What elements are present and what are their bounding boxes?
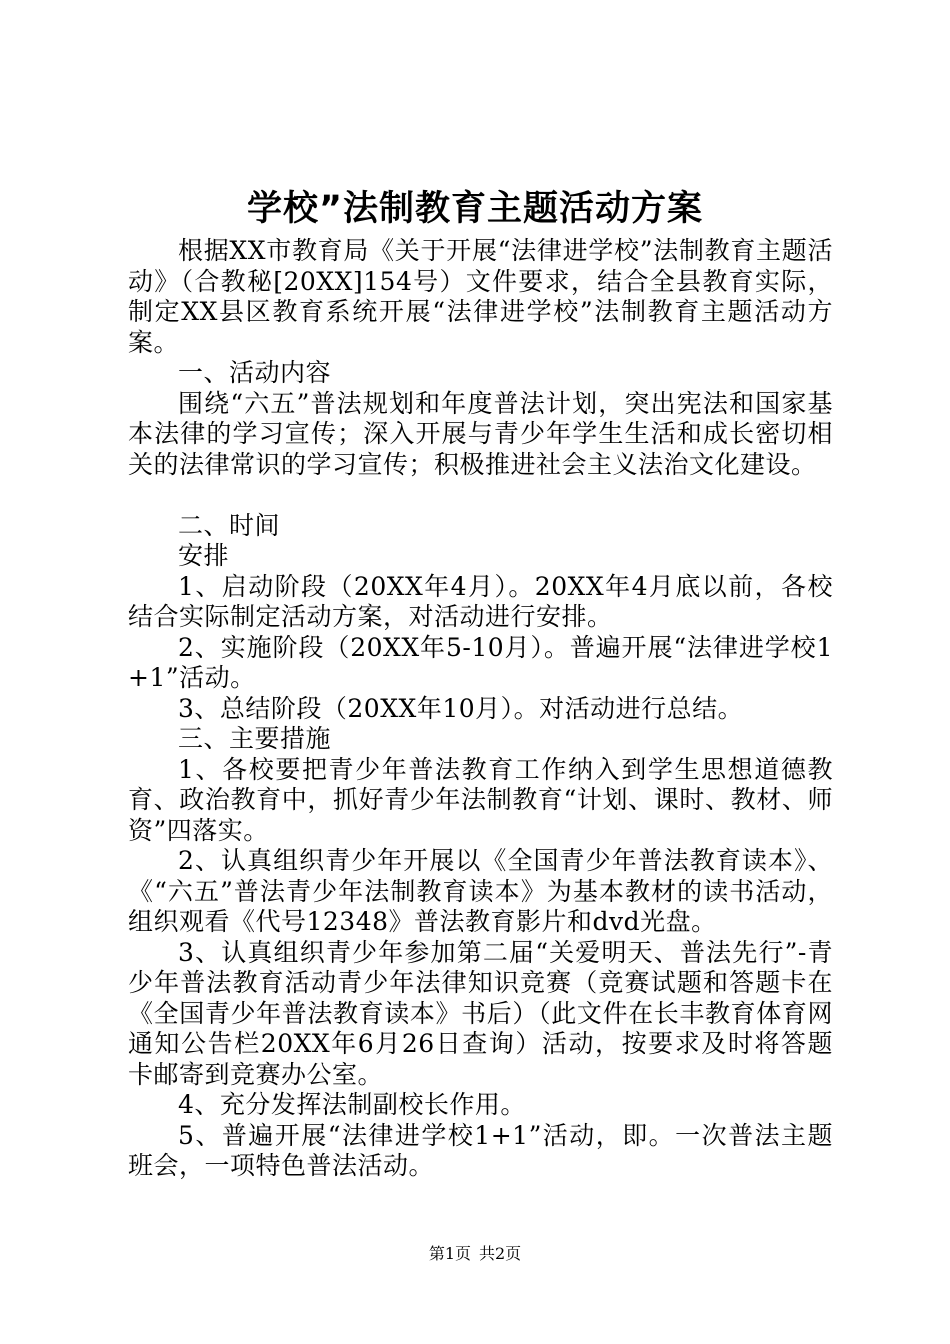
document-body — [128, 236, 833, 1182]
paragraph-activity-content: 围绕“六五”普法规划和年度普法计划，突出宪法和国家基本法律的学习宣传；深入开展与青少年学生生活和成长密切相关的法律常识的学习宣传；积极推进社会主义法治文化建设。 — [128, 388, 833, 479]
paragraph-measure-3: 3、认真组织青少年参加第二届“关爱明天、普法先行”-青少年普法教育活动青少年法律知识竞赛（竞赛试题和答题卡在《全国青少年普法教育读本》书后）（此文件在长丰教育体育网通知公告栏20XX年6月26日查询）活动，按要求及时将答题卡邮寄到竞赛办公室。 — [128, 937, 833, 1089]
page-total: 共2页 — [479, 1244, 522, 1263]
blank-line — [128, 480, 833, 511]
paragraph-stage-2: 2、实施阶段（20XX年5-10月）。普遍开展“法律进学校1+1”活动。 — [128, 632, 833, 692]
paragraph-stage-1: 1、启动阶段（20XX年4月）。20XX年4月底以前，各校结合实际制定活动方案，对活动进行安排。 — [128, 571, 833, 631]
document-title: 学校”法制教育主题活动方案 — [246, 189, 703, 229]
heading-time: 二、时间 — [178, 510, 281, 540]
paragraph-stage-3: 3、总结阶段（20XX年10月）。对活动进行总结。 — [178, 693, 744, 723]
paragraph-measure-2: 2、认真组织青少年开展以《全国青少年普法教育读本》、《“六五”普法青少年法制教育读本》为基本教材的读书活动，组织观看《代号12348》普法教育影片和dvd光盘。 — [128, 846, 833, 936]
heading-activity-content: 一、活动内容 — [178, 358, 332, 387]
paragraph-intro: 根据XX市教育局《关于开展“法律进学校”法制教育主题活动》（合教秘[20XX]154号）文件要求，结合全县教育实际，制定XX县区教育系统开展“法律进学校”法制教育主题活动方案。 — [128, 236, 833, 357]
page-number: 第1页 — [428, 1244, 471, 1263]
page-footer — [0, 1243, 950, 1265]
paragraph-measure-5: 5、普遍开展“法律进学校1+1”活动，即。一次普法主题班会，一项特色普法活动。 — [128, 1120, 833, 1180]
heading-main-measures: 三、主要措施 — [178, 724, 332, 753]
heading-arrangement: 安排 — [178, 541, 230, 570]
paragraph-measure-1: 1、各校要把青少年普法教育工作纳入到学生思想道德教育、政治教育中，抓好青少年法制教育“计划、课时、教材、师资”四落实。 — [128, 754, 833, 845]
paragraph-measure-4: 4、充分发挥法制副校长作用。 — [178, 1090, 526, 1119]
